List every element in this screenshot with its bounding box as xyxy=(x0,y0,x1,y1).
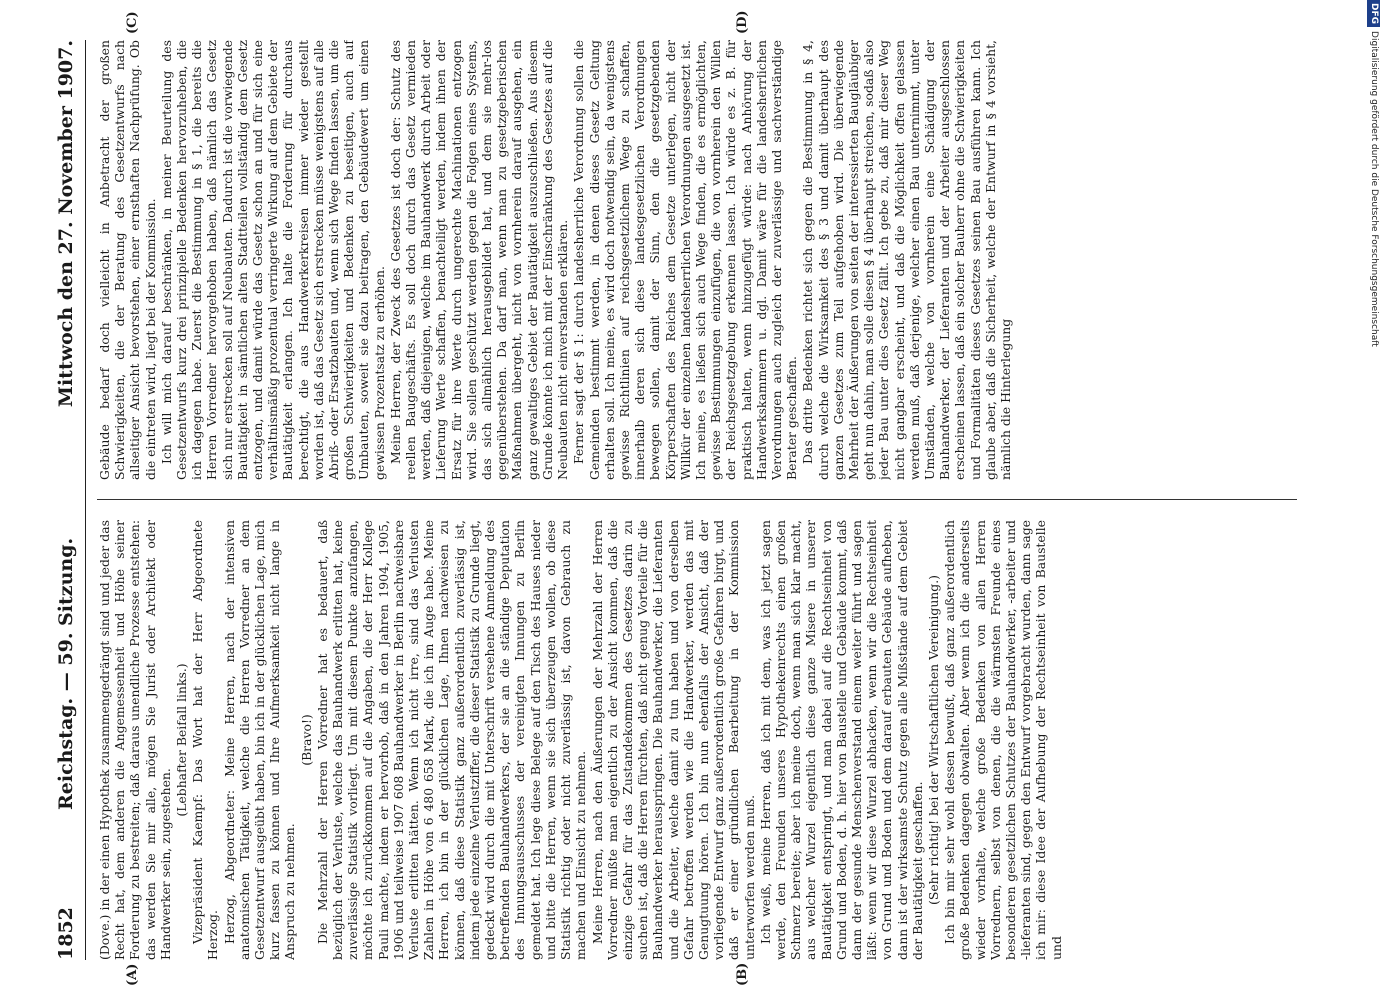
page-number: 1852 xyxy=(55,907,77,960)
paragraph: Vizepräsident Kaempf: Das Wort hat der Herr Abgeordnete Herzog. xyxy=(190,520,221,960)
paragraph: Meine Herren, nach den Äußerungen der Mehrzahl der Herren Vorredner müßte man eigentlich zu der Ansicht kommen, daß die einzige Gefahr für das Zustandekommen des Gesetzes darin zu suchen ist, daß die Herren fürchten, daß nicht genug Vorteile für die Bauhandwerker herausspringen. Die Bauhandwerker, die Lieferanten und die Arbeiter, welche damit zu tun haben und von derselben Gefahr betroffen werden wie die Handwerker, werden das mit Genugtuung hören. Ich bin nun ebenfalls der Ansicht, daß der vorliegende Entwurf ganz außerordentlich große Gefahren birgt, und daß er einer gründlichen Bearbeitung in der Kommission unterworfen werden muß. xyxy=(589,520,757,960)
header-rule xyxy=(85,40,86,960)
document-page xyxy=(35,0,1325,1000)
interjection: (Sehr richtig! bei der Wirtschaftlichen Vereinigung.) xyxy=(925,575,941,905)
margin-marker-c: (C) xyxy=(125,11,140,34)
margin-marker-a: (A) xyxy=(125,963,140,986)
margin-marker-d: (D) xyxy=(735,10,750,34)
margin-marker-b: (B) xyxy=(735,962,750,986)
paragraph: Herzog, Abgeordneter: Meine Herren, nach der intensiven anatomischen Tätigkeit, welche die Herren Vorredner an dem Gesetzentwurf ausgeübt haben, bin ich in der glücklichen Lage, mich kurz fassen zu können und Ihre Aufmerksamkeit nicht lange in Anspruch zu nehmen. xyxy=(221,520,298,960)
paragraph: Meine Herren, der Zweck des Gesetzes ist doch der: Schutz des reellen Baugeschäfts. Es soll doch durch das Gesetz vermieden werden, daß diejenigen, welche im Bauhandwerk durch Arbeit oder Lieferung Werte schaffen, benachteiligt werden, indem ihnen der Ersatz für ihre Werte durch ungerechte Machinationen entzogen wird. Sie sollen geschützt werden gegen die Folgen eines Systems, das sich allmählich herausgebildet hat, und dem sie mehr-los gegenüberstehen. Da darf man, wenn man zu gesetzgeberischen Maßnahmen übergeht, nicht von vornherein darauf ausgehen, ein ganz gewaltiges Gebiet der Bautätigkeit auszuschließen. Aus diesem Grunde könnte ich mich mit der Einschränkung des Gesetzes auf die Neubauten nicht einverstanden erklären. xyxy=(387,40,571,480)
paragraph: (Dove.) in der einen Hypothek zusammengedrängt sind und jeder das Recht hat, dem anderen die Angemessenheit und Höhe seiner Forderung zu bestreiten; daß daraus unendliche Prozesse entstehen: das werden Sie mir alle, mögen Sie Jurist oder Architekt oder Handwerker sein, zugestehen. xyxy=(97,520,173,960)
left-column xyxy=(97,520,1297,960)
page-header xyxy=(55,40,85,960)
paragraph: Ich weiß, meine Herren, daß ich mit dem, was ich jetzt sagen werde, den Freunden unseres Hypothekenrechts einen großen Schmerz bereite; aber ich meine doch, wenn man sich klar macht, aus welcher Wurzel eigentlich diese ganze Misere in unserer Bautätigkeit entspringt, und man dabei auf die Rechtseinheit von Grund und Boden, d. h. hier von Baustelle und Gebäude kommt, daß dann der gesunde Menschenverstand einem weiter führt und sagen läßt: wenn wir diese Wurzel abhacken, wenn wir die Rechtseinheit von Grund und Boden und dem darauf erbauten Gebäude aufheben, dann ist der wirksamste Schutz gegen alle Mißstände auf dem Gebiet der Bautätigkeit geschaffen. xyxy=(757,520,925,960)
dfg-logo: DFG xyxy=(1367,0,1380,27)
session-title: Reichstag. — 59. Sitzung. xyxy=(55,537,77,810)
interjection: (Bravo!) xyxy=(298,714,314,766)
stamp-text: Digitalisierung gefördert durch die Deutsche Forschungsgemeinschaft xyxy=(1369,31,1379,347)
paragraph: Ich will mich darauf beschränken, in meiner Beurteilung des Gesetzentwurfs kurz drei prinzipielle Bedenken hervorzuheben, die ich dagegen habe. Zuerst die Bestimmung in § 1, die bereits die Herren Vorredner hervorgehoben haben, daß nämlich das Gesetz sich nur erstrecken soll auf Neubauten. Dadurch ist die vorwiegende Bautätigkeit in sämtlichen alten Stadtteilen vollständig dem Gesetz entzogen, und damit würde das Gesetz schon an und für sich eine verhältnismäßig prozentual verringerte Wirkung auf dem Gebiete der Bautätigkeit erlangen. Ich halte die Forderung für durchaus berechtigt, die aus Handwerkerkreisen immer wieder gestellt worden ist, daß das Gesetz sich erstrecken müsse wenigstens auf alle Abriß- oder Ersatzbauten und, wenn sich Wege finden lassen, um die großen Schwierigkeiten und Bedenken zu beseitigen, auch auf Umbauten, soweit sie dazu beitragen, den Gebäudewert um einen gewissen Prozentsatz zu erhöhen. xyxy=(158,40,387,480)
paragraph: Die Mehrzahl der Herren Vorredner hat es bedauert, daß bezüglich der Verluste, welche das Bauhandwerk erlitten hat, keine zuverlässige Statistik vorliegt. Um mit diesem Punkte anzufangen, möchte ich zurückkommen auf die Angaben, die der Herr Kollege Pauli machte, indem er hervorhob, daß in den Jahren 1904, 1905, 1906 und teilweise 1907 608 Bauhandwerker in Berlin nachweisbare Verluste erlitten hätten. Wenn ich nicht irre, sind das Verlusten Zahlen in Höhe von 6 480 658 Mark, die ich im Auge habe. Meine Herren, ich bin in der glücklichen Lage, Ihnen nachweisen zu können, daß diese Statistik ganz außerordentlich zuverlässig ist, indem jede einzelne Verlustziffer, die dieser Statistik zu Grunde liegt, gedeckt wird durch die mit Unterschrift versehene Anmeldung des betreffenden Bauhandwerkers, der sie an die ständige Deputation des Innungsausschusses der vereinigten Innungen zu Berlin gemeldet hat. Ich lege diese Belege auf den Tisch des Hauses nieder und bitte die Herren, wenn sie sich überzeugen wollen, ob diese Statistik richtig oder nicht zuverlässig ist, davon Gebrauch zu machen und Einsicht zu nehmen. xyxy=(314,520,589,960)
session-date: Mittwoch den 27. November 1907. xyxy=(55,40,77,408)
paragraph: Das dritte Bedenken richtet sich gegen die Bestimmung in § 4, durch welche die Wirksamkeit des § 3 und damit überhaupt des ganzen Gesetzes zum Teil aufgehoben wird. Die überwiegende Mehrheit der Äußerungen von seiten der interessierten Baugläubiger geht nun dahin, man solle diesen § 4 überhaupt streichen, sodaß also jeder Bau unter dies Gesetz fällt. Ich gebe zu, daß mir dieser Weg nicht gangbar erscheint, und daß die Möglichkeit offen gelassen werden muß, daß derjenige, welcher einen Bau unternimmt, unter Umständen, welche von vornherein eine Schädigung der Bauhandwerker, der Lieferanten und der Arbeiter ausgeschlossen erscheinen lassen, daß ein solcher Bauherr ohne die Schwierigkeiten und Formalitäten dieses Gesetzes seinen Bau ausführen kann. Ich glaube aber, daß die Sicherheit, welche der Entwurf in § 4 vorsieht, nämlich die Hinterlegung xyxy=(800,40,1013,480)
digitisation-stamp xyxy=(1366,0,1382,1000)
paragraph: Ich bin mir sehr wohl dessen bewußt, daß ganz außerordentlich große Bedenken dagegen obwalten. Aber wenn ich die anderseits wieder vorhalte, welche große Bedenken von allen Herren Vorrednern, selbst von denen, die die wärmsten Freunde eines besonderen gesetzlichen Schutzes der Bauhandwerker, -arbeiter und -lieferanten sind, gegen den Entwurf vorgebracht wurden, dann sage ich mir: diese Idee der Aufhebung der Rechtseinheit von Baustelle und xyxy=(942,520,1064,960)
paragraph: Gebäude bedarf doch vielleicht in Anbetracht der großen Schwierigkeiten, die der Beratung des Gesetzentwurfs nach allseitiger Ansicht bevorstehen, einer ernsthaften Nachprüfung. Ob die eintreten wird, liegt bei der Kommission. xyxy=(97,40,158,480)
right-column xyxy=(97,40,1297,480)
column-divider xyxy=(97,499,1297,500)
paragraph: Ferner sagt der § 1: durch landesherrliche Verordnung sollen die Gemeinden bestimmt werden, in denen dieses Gesetz Geltung erhalten soll. Ich meine, es wird doch notwendig sein, da wenigstens gewisse Richtlinien auf reichsgesetzlichem Wege zu schaffen, innerhalb deren sich diese landesgesetzlichen Verordnungen bewegen sollen, damit der Sinn, den die gesetzgebenden Körperschaften des Reiches dem Gesetze unterlegen, nicht der Willkür der einzelnen landesherrlichen Verordnungen ausgesetzt ist. Ich meine, es ließen sich auch Wege finden, die es ermöglichten, gewisse Bestimmungen einzufügen, die von vornherein den Willen der Reichsgesetzgebung erkennen lassen. Ich würde es z. B. für praktisch halten, wenn hinzugefügt würde: nach Anhörung der Handwerkskammern u. dgl. Damit wäre für die landesherrlichen Verordnungen auch zugleich der zuverlässige und sachverständige Berater geschaffen. xyxy=(571,40,800,480)
interjection: (Lebhafter Beifall links.) xyxy=(174,663,190,817)
